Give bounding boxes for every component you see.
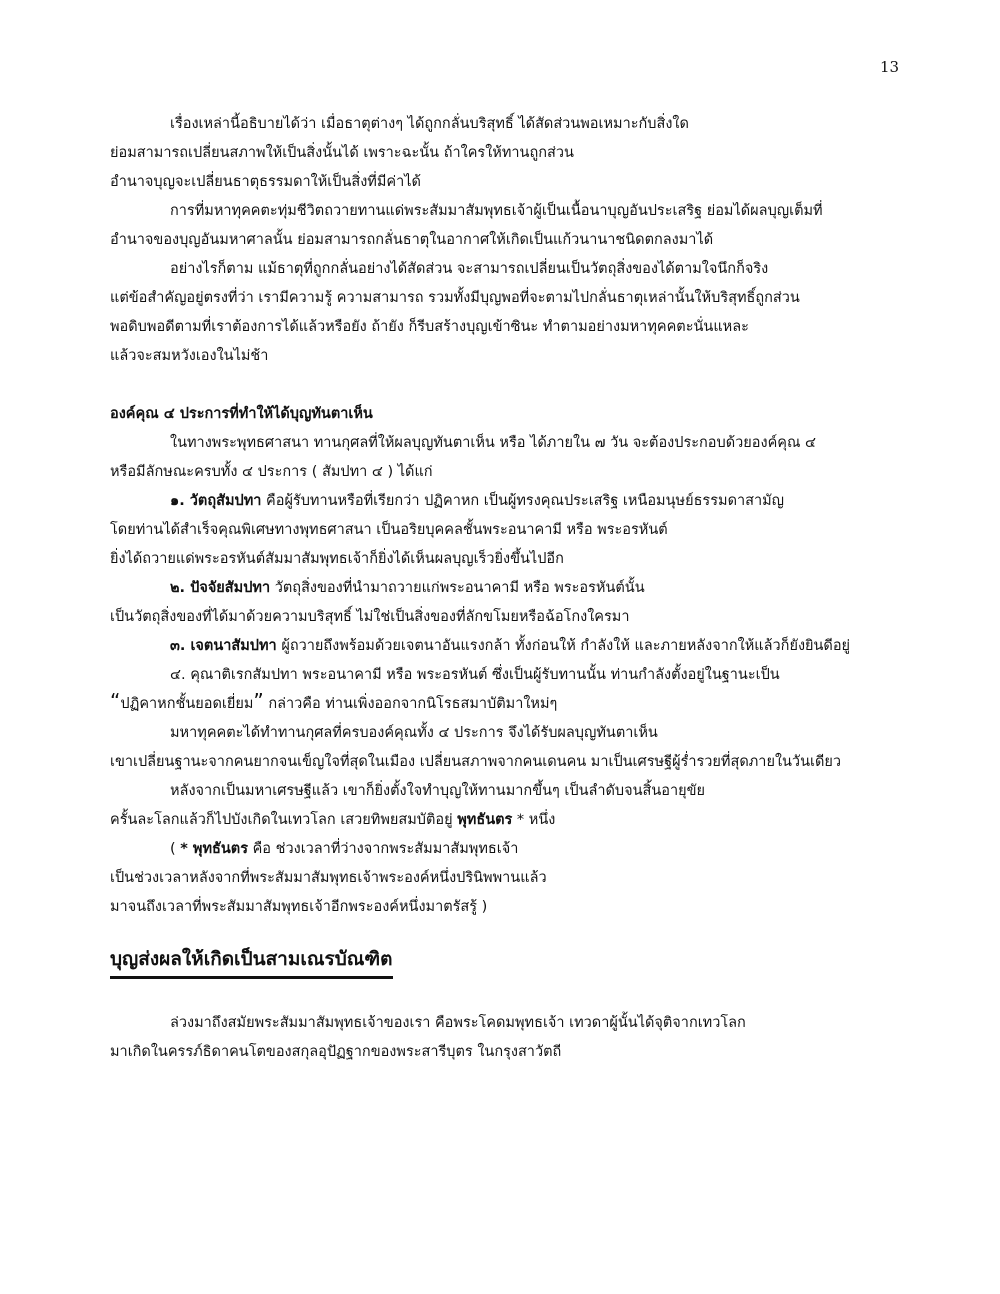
- paragraph-line: มหาทุคคตะได้ทำทานกุศลที่ครบองค์คุณทั้ง ๔ ประการ จึงได้รับผลบุญทันตาเห็น: [170, 725, 658, 741]
- bold-term: พุทธันตร: [457, 812, 513, 828]
- quoted-line: [110, 690, 890, 719]
- footnote-line: มาจนถึงเวลาที่พระสัมมาสัมพุทธเจ้าอีกพระองค์หนึ่งมาตรัสรู้ ): [110, 899, 488, 915]
- document-body: [110, 110, 890, 1067]
- paragraph-line: หรือมีลักษณะครบทั้ง ๔ ประการ ( สัมปทา ๔ ) ได้แก่: [110, 464, 433, 480]
- section-heading: องค์คุณ ๔ ประการที่ทำให้ได้บุญทันตาเห็น: [110, 406, 373, 422]
- quoted-term: ปฏิคาหกชั้นยอดเยี่ยม: [120, 696, 254, 712]
- close-quote-mark: ”: [253, 689, 264, 713]
- list-item-4: ๔. คุณาติเรกสัมปทา พระอนาคามี หรือ พระอรหันต์ ซึ่งเป็นผู้รับทานนั้น ท่านกำลังตั้งอยู่ในฐานะเป็น: [170, 667, 780, 683]
- paragraph-line: พอดิบพอดีตามที่เราต้องการได้แล้วหรือยัง ถ้ายัง ก็รีบสร้างบุญเข้าซินะ ทำตามอย่างมหาทุคคตะนั่นแหละ: [110, 319, 749, 335]
- paragraph-line: แล้วจะสมหวังเองในไม่ช้า: [110, 348, 269, 364]
- paragraph-line: หลังจากเป็นมหาเศรษฐีแล้ว เขาก็ยิ่งตั้งใจทำบุญให้ทานมากขึ้นๆ เป็นลำดับจนสิ้นอายุขัย: [170, 783, 706, 799]
- paragraph-line: เรื่องเหล่านี้อธิบายได้ว่า เมื่อธาตุต่างๆ ได้ถูกกลั่นบริสุทธิ์ ได้สัดส่วนพอเหมาะกับสิ่งใด: [170, 116, 689, 132]
- list-item-1: [110, 487, 890, 516]
- spacer: [110, 371, 890, 400]
- paragraph-line: อำนาจบุญจะเปลี่ยนธาตุธรรมดาให้เป็นสิ่งที่มีค่าได้: [110, 174, 421, 190]
- paragraph-line: การที่มหาทุคคตะทุ่มชีวิตถวายทานแด่พระสัมมาสัมพุทธเจ้าผู้เป็นเนื้อนาบุญอันประเสริฐ ย่อมได้ผลบุญเต็มที่: [170, 203, 823, 219]
- open-quote-mark: “: [110, 689, 121, 713]
- paragraph-line: ย่อมสามารถเปลี่ยนสภาพให้เป็นสิ่งนั้นได้ เพราะฉะนั้น ถ้าใครให้ทานถูกส่วน: [110, 145, 574, 161]
- paragraph-line: เป็นวัตถุสิ่งของที่ได้มาด้วยความบริสุทธิ์ ไม่ใช่เป็นสิ่งของที่ลักขโมยหรือฉ้อโกงใครมา: [110, 609, 630, 625]
- list-item-text: วัตถุสิ่งของที่นำมาถวายแก่พระอนาคามี หรือ พระอรหันต์นั้น: [270, 580, 645, 596]
- note-term: * พุทธันตร: [180, 841, 248, 857]
- paragraph-line: ล่วงมาถึงสมัยพระสัมมาสัมพุทธเจ้าของเรา คือพระโคดมพุทธเจ้า เทวดาผู้นั้นได้จุติจากเทวโลก: [170, 1015, 746, 1031]
- list-item-3: [110, 632, 890, 661]
- list-item-text: คือผู้รับทานหรือที่เรียกว่า ปฏิคาหก เป็นผู้ทรงคุณประเสริฐ เหนือมนุษย์ธรรมดาสามัญ: [261, 493, 785, 509]
- note-text: คือ ช่วงเวลาที่ว่างจากพระสัมมาสัมพุทธเจ้า: [248, 841, 519, 857]
- paragraph-line: อย่างไรก็ตาม แม้ธาตุที่ถูกกลั่นอย่างได้สัดส่วน จะสามารถเปลี่ยนเป็นวัตถุสิ่งของได้ตามใจนึกก็จริง: [170, 261, 769, 277]
- list-item-2: [110, 574, 890, 603]
- paragraph-line: โดยท่านได้สำเร็จคุณพิเศษทางพุทธศาสนา เป็นอริยบุคคลชั้นพระอนาคามี หรือ พระอรหันต์: [110, 522, 668, 538]
- paragraph-line: ยิ่งได้ถวายแด่พระอรหันต์สัมมาสัมพุทธเจ้าก็ยิ่งได้เห็นผลบุญเร็วยิ่งขึ้นไปอีก: [110, 551, 564, 567]
- list-item-title: ๓. เจตนาสัมปทา: [170, 638, 277, 654]
- paragraph-line: แต่ข้อสำคัญอยู่ตรงที่ว่า เรามีความรู้ ความสามารถ รวมทั้งมีบุญพอที่จะตามไปกลั่นธาตุเหล่านั้นให้บริสุทธิ์ถูกส่วน: [110, 290, 800, 306]
- list-item-title: ๑. วัตถุสัมปทา: [170, 493, 262, 509]
- chapter-heading: บุญส่งผลให้เกิดเป็นสามเณรบัณฑิต: [110, 944, 393, 979]
- list-item-text: ผู้ถวายถึงพร้อมด้วยเจตนาอันแรงกล้า ทั้งก่อนให้ กำลังให้ และภายหลังจากให้แล้วก็ยังยินดีอยู่: [276, 638, 851, 654]
- paragraph-line: มาเกิดในครรภ์ธิดาคนโตของสกุลอุปัฏฐากของพระสารีบุตร ในกรุงสาวัตถี: [110, 1044, 562, 1060]
- paragraph-line: ในทางพระพุทธศาสนา ทานกุศลที่ให้ผลบุญทันตาเห็น หรือ ได้ภายใน ๗ วัน จะต้องประกอบด้วยองค์คุณ ๔: [170, 435, 817, 451]
- note-open-paren: (: [170, 841, 181, 857]
- list-item-title: ๒. ปัจจัยสัมปทา: [170, 580, 271, 596]
- footnote-line: เป็นช่วงเวลาหลังจากที่พระสัมมาสัมพุทธเจ้าพระองค์หนึ่งปรินิพพานแล้ว: [110, 870, 547, 886]
- paragraph-line: อำนาจของบุญอันมหาศาลนั้น ย่อมสามารถกลั่นธาตุในอากาศให้เกิดเป็นแก้วนานาชนิดตกลงมาได้: [110, 232, 714, 248]
- paragraph-line: เขาเปลี่ยนฐานะจากคนยากจนเข็ญใจที่สุดในเมือง เปลี่ยนสภาพจากคนเดนคน มาเป็นเศรษฐีผู้ร่ำรวยที่สุดภายในวันเดียว: [110, 754, 841, 770]
- footnote-line: [110, 835, 890, 864]
- line-text: ครั้นละโลกแล้วก็ไปบังเกิดในเทวโลก เสวยทิพยสมบัติอยู่: [110, 812, 458, 828]
- line-text: * หนึ่ง: [512, 812, 556, 828]
- quoted-line-rest: กล่าวคือ ท่านเพิ่งออกจากนิโรธสมาบัติมาใหม่ๆ: [263, 696, 558, 712]
- page-number: 13: [880, 58, 900, 76]
- paragraph-line: [110, 806, 890, 835]
